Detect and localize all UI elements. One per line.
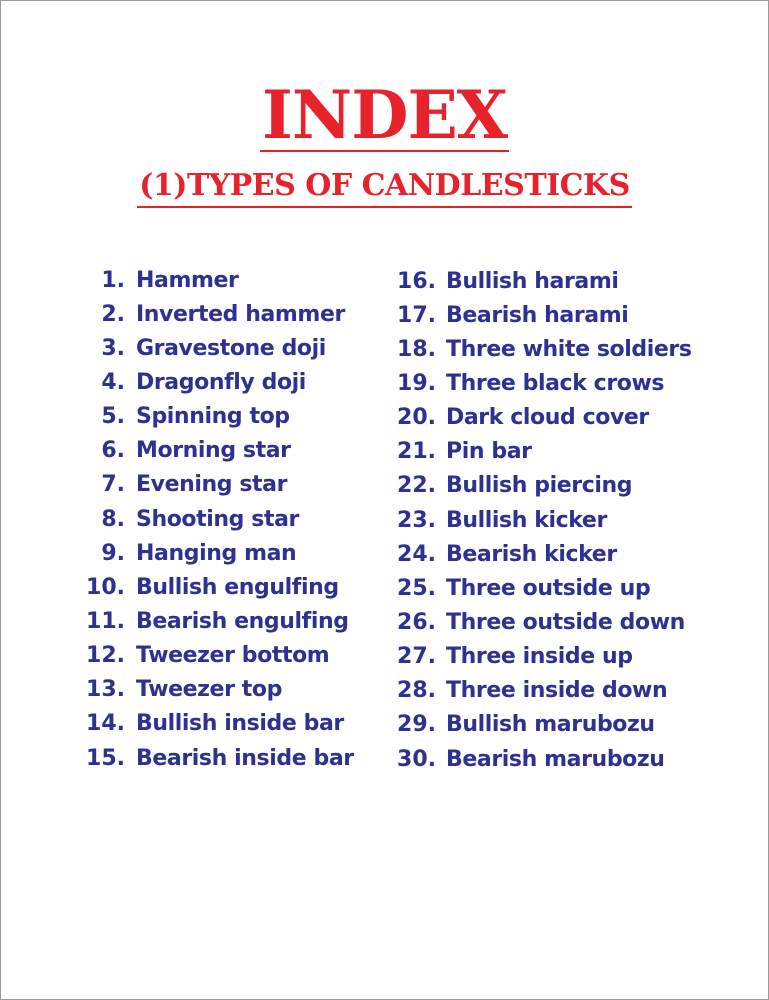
index-entry (394, 537, 692, 571)
index-entry-number: 20. (397, 405, 436, 431)
index-entry-number: 13. (86, 677, 125, 703)
index-entry-label: Bullish inside bar (136, 711, 344, 737)
index-entry (394, 640, 692, 674)
index-entry-number: 17. (397, 302, 436, 328)
index-entry-label: Three white soldiers (446, 336, 692, 362)
index-entry-label: Three inside down (446, 678, 668, 704)
index-entry-label: Bullish kicker (446, 507, 607, 533)
index-list-right (394, 264, 692, 776)
index-entry (85, 741, 354, 775)
index-entry-label: Bullish marubozu (446, 712, 655, 738)
index-entry-label: Dragonfly doji (136, 369, 306, 395)
index-entry (85, 604, 354, 638)
index-entry-label: Shooting star (136, 506, 299, 532)
index-entry-number: 25. (397, 575, 436, 601)
index-entry-number: 9. (101, 540, 125, 566)
index-entry-label: Dark cloud cover (446, 405, 649, 431)
index-entry-label: Gravestone doji (136, 335, 326, 361)
index-entry (394, 401, 692, 435)
index-entry-label: Bearish marubozu (446, 746, 665, 772)
index-entry (394, 332, 692, 366)
index-entry-number: 12. (86, 643, 125, 669)
index-entry (394, 366, 692, 400)
index-entry-number: 1. (101, 267, 125, 293)
index-entry (394, 742, 692, 776)
index-entry-number: 14. (86, 711, 125, 737)
index-entry (85, 502, 354, 536)
index-entry (85, 673, 354, 707)
index-entry-label: Inverted hammer (136, 301, 345, 327)
index-entry-number: 6. (101, 438, 125, 464)
index-entry (394, 298, 692, 332)
index-entry (394, 435, 692, 469)
index-entry (85, 263, 354, 297)
index-entry (85, 639, 354, 673)
index-entry-label: Bearish inside bar (136, 745, 354, 771)
page-title: INDEX (262, 76, 507, 154)
index-entry-label: Three black crows (446, 370, 665, 396)
page-title-block (1, 76, 768, 154)
index-entry-number: 24. (397, 541, 436, 567)
index-entry-number: 10. (86, 574, 125, 600)
index-entry-number: 5. (101, 404, 125, 430)
index-entry-number: 22. (397, 473, 436, 499)
index-entry-number: 16. (397, 268, 436, 294)
index-entry-number: 11. (86, 608, 125, 634)
index-entry-label: Tweezer bottom (136, 643, 330, 669)
index-entry (85, 434, 354, 468)
index-entry-label: Bearish kicker (446, 541, 617, 567)
section-heading-block (1, 167, 768, 208)
index-entry-label: Tweezer top (136, 677, 282, 703)
index-list-left (85, 263, 354, 775)
index-entry-number: 19. (397, 370, 436, 396)
index-entry-number: 23. (397, 507, 436, 533)
index-entry-number: 15. (86, 745, 125, 771)
index-entry (394, 708, 692, 742)
index-entry-number: 27. (397, 644, 436, 670)
index-entry (85, 536, 354, 570)
index-entry (85, 570, 354, 604)
index-entry-label: Bearish engulfing (136, 608, 349, 634)
index-entry-label: Hanging man (136, 540, 297, 566)
index-entry (394, 571, 692, 605)
index-entry-label: Morning star (136, 438, 291, 464)
index-entry (394, 264, 692, 298)
index-entry-label: Hammer (136, 267, 239, 293)
index-entry (85, 400, 354, 434)
index-entry-label: Evening star (136, 472, 288, 498)
index-entry-label: Spinning top (136, 404, 290, 430)
index-entry-label: Three inside up (446, 644, 633, 670)
index-entry-number: 3. (101, 335, 125, 361)
index-entry (394, 469, 692, 503)
index-entry (394, 605, 692, 639)
index-entry-label: Three outside down (446, 609, 685, 635)
section-heading: (1)TYPES OF CANDLESTICKS (137, 167, 632, 208)
index-entry-number: 29. (397, 712, 436, 738)
index-entry-number: 18. (397, 336, 436, 362)
index-entry-label: Bearish harami (446, 302, 629, 328)
index-entry-label: Pin bar (446, 439, 532, 465)
index-entry (85, 297, 354, 331)
index-entry-number: 30. (397, 746, 436, 772)
index-entry (394, 674, 692, 708)
index-entry-label: Bullish piercing (446, 473, 633, 499)
index-entry (85, 365, 354, 399)
index-entry-number: 7. (101, 472, 125, 498)
index-entry (85, 468, 354, 502)
index-entry-label: Bullish harami (446, 268, 619, 294)
index-entry-label: Three outside up (446, 575, 651, 601)
index-entry-number: 28. (397, 678, 436, 704)
index-entry-number: 2. (101, 301, 125, 327)
index-entry-number: 8. (101, 506, 125, 532)
index-entry (85, 331, 354, 365)
index-entry-number: 21. (397, 439, 436, 465)
index-entry-label: Bullish engulfing (136, 574, 339, 600)
index-entry (85, 707, 354, 741)
index-entry-number: 4. (101, 369, 125, 395)
index-entry-number: 26. (397, 609, 436, 635)
index-entry (394, 503, 692, 537)
